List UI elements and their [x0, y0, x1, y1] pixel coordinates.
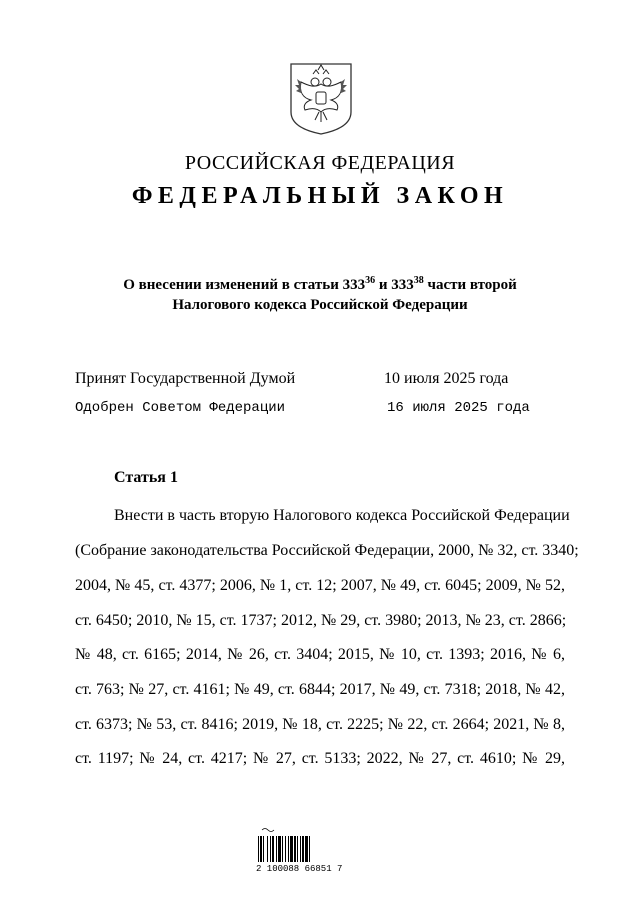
article-text-line: 2004, № 45, ст. 4377; 2006, № 1, ст. 12; 2007, № 49, ст. 6045; 2009, № 52, — [75, 577, 565, 594]
coat-of-arms-icon — [289, 62, 353, 136]
barcode-number: 2 100088 66851 7 — [256, 864, 343, 874]
subject-line-2: Налогового кодекса Российской Федерации — [172, 297, 468, 313]
duma-adoption-label: Принят Государственной Думой — [75, 370, 296, 387]
barcode-icon — [256, 826, 338, 886]
duma-adoption-date: 10 июля 2025 года — [384, 370, 509, 387]
article-text-line: ст. 763; № 27, ст. 4161; № 49, ст. 6844; 2017, № 49, ст. 7318; 2018, № 42, — [75, 681, 565, 698]
country-heading: РОССИЙСКАЯ ФЕДЕРАЦИЯ — [184, 152, 456, 174]
article-text-line: Внести в часть вторую Налогового кодекса Российской Федерации — [114, 507, 570, 524]
article-text-line: ст. 1197; № 24, ст. 4217; № 27, ст. 5133; 2022, № 27, ст. 4610; № 29, — [75, 750, 565, 767]
article-text-line: ст. 6450; 2010, № 15, ст. 1737; 2012, № 29, ст. 3980; 2013, № 23, ст. 2866; — [75, 612, 567, 629]
council-approval-label: Одобрен Советом Федерации — [75, 400, 286, 416]
subject-line-1: О внесении изменений в статьи $333^{36}$ и $333^{38}$ части второй — [123, 275, 517, 293]
article-heading: Статья 1 — [114, 469, 178, 486]
council-approval-date: 16 июля 2025 года — [387, 400, 530, 416]
article-text-line: № 48, ст. 6165; 2014, № 26, ст. 3404; 2015, № 10, ст. 1393; 2016, № 6, — [75, 646, 565, 663]
law-subject — [0, 275, 640, 315]
article-text-line: (Собрание законодательства Российской Федерации, 2000, № 32, ст. 3340; — [75, 542, 579, 559]
article-text-line: ст. 6373; № 53, ст. 8416; 2019, № 18, ст. 2225; № 22, ст. 2664; 2021, № 8, — [75, 716, 565, 733]
document-type-title: ФЕДЕРАЛЬНЫЙ ЗАКОН — [131, 183, 509, 209]
